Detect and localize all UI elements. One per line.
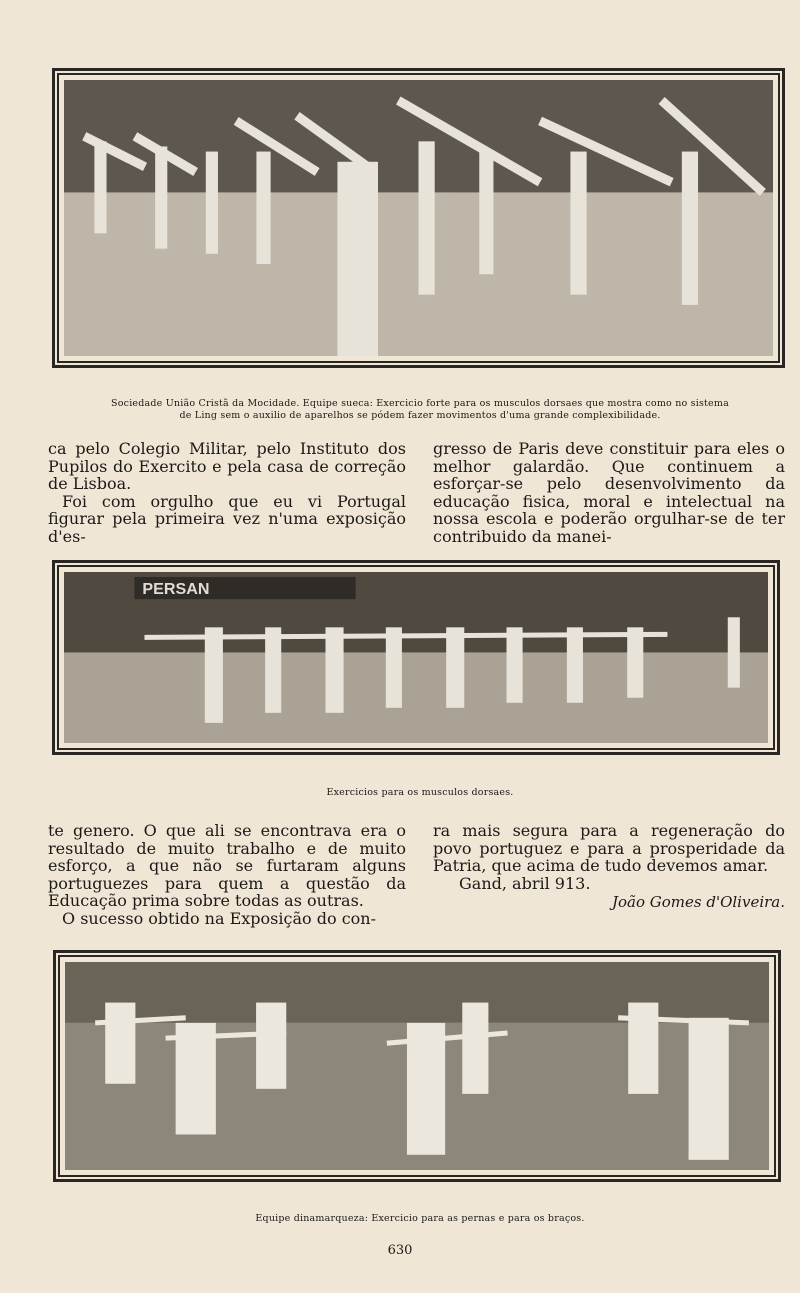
dateline: Gand, abril 913. xyxy=(459,873,591,893)
text-block2-right xyxy=(433,822,785,892)
photo1-caption xyxy=(60,398,780,422)
photo1-caption-line2: de Ling sem o auxilio de aparelhos se pódem fazer movimentos d'uma grande complexibilidade. xyxy=(179,410,661,421)
paragraph: ca pelo Colegio Militar, pelo Instituto dos Pupilos do Exercito e pela casa de correção de Lisboa. xyxy=(48,439,406,493)
paragraph: ra mais segura para a regeneração do povo portuguez e para a prosperidade da Patria, que acima de tudo devemos amar. xyxy=(433,821,785,875)
photo-danish-team-image xyxy=(65,962,769,1170)
text-block2-left xyxy=(48,822,406,927)
photo-swedish-team xyxy=(52,68,785,368)
photo-danish-team xyxy=(53,950,781,1182)
photo2-caption: Exercicios para os musculos dorsaes. xyxy=(326,787,514,798)
photo-dorsal-exercises xyxy=(52,560,780,755)
text-block1-right xyxy=(433,440,785,545)
photo-swedish-team-image xyxy=(64,80,773,356)
paragraph: O sucesso obtido na Exposição do con- xyxy=(62,908,376,928)
text-block1-left xyxy=(48,440,406,545)
paragraph: gresso de Paris deve constituir para eles o melhor galardão. Que continuem a esforçar-se pelo desenvolvimento da educação fisica, moral e intelectual na nossa escola e poderão orgulhar-se de ter contribuido da manei- xyxy=(433,439,785,546)
page-number: 630 xyxy=(387,1243,413,1258)
paragraph: te genero. O que ali se encontrava era o resultado de muito trabalho e de muito esforço, a que não se furtaram alguns portuguezes para quem a questão da Educação prima sobre todas as outras. xyxy=(48,821,406,910)
photo-dorsal-exercises-image xyxy=(64,572,768,743)
photo1-caption-line1: Sociedade União Cristã da Mocidade. Equipe sueca: Exercicio forte para os musculos dorsaes que mostra como no sistema xyxy=(111,398,729,409)
paragraph: Foi com orgulho que eu vi Portugal figurar pela primeira vez n'uma exposição d'es- xyxy=(48,491,406,546)
photo3-caption: Equipe dinamarqueza: Exercicio para as pernas e para os braços. xyxy=(255,1213,585,1224)
author-signature: João Gomes d'Oliveira. xyxy=(612,893,786,911)
photo2-signage: PERSAN xyxy=(142,580,210,599)
